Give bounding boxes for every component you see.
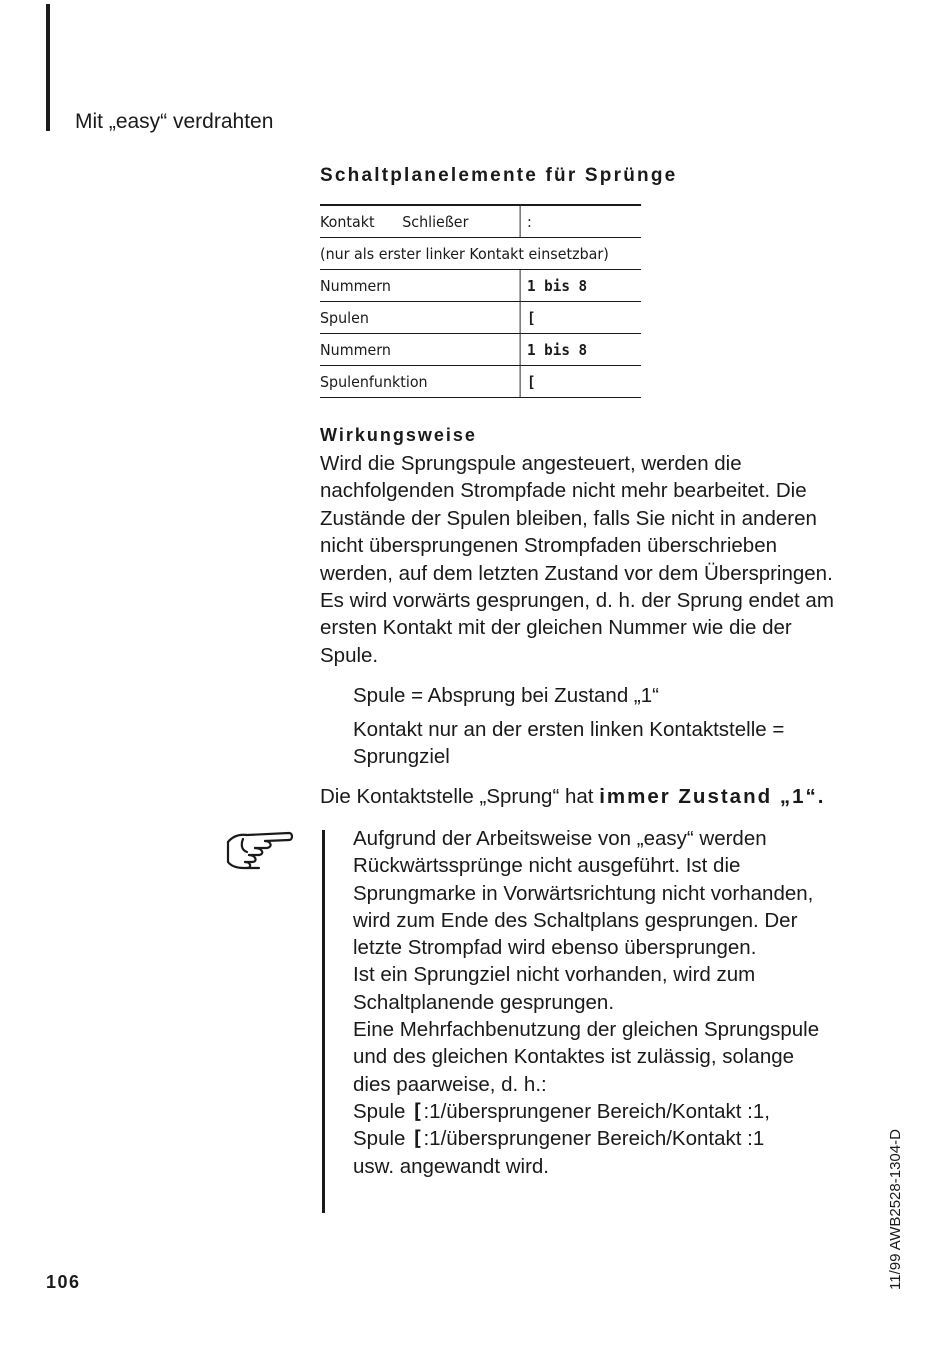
elements-table <box>320 204 641 398</box>
table-row <box>320 302 641 334</box>
number-range: 1 bis 8 <box>520 334 641 366</box>
page-number: 106 <box>46 1272 81 1292</box>
document-code: 11/99 AWB2528-1304-D <box>887 1129 904 1290</box>
note-example-line-1 <box>353 1098 823 1125</box>
spulenfunktion-label: Spulenfunktion <box>320 366 520 398</box>
section-title: Schaltplanelemente für Sprünge <box>320 165 678 186</box>
wirkungsweise-heading: Wirkungsweise <box>320 425 477 445</box>
table-cell-label <box>320 205 520 238</box>
coil-symbol: [ <box>411 1098 424 1123</box>
coil-symbol: [ <box>520 302 641 334</box>
spulen-label: Spulen <box>320 302 520 334</box>
example-suffix: :1/übersprungener Bereich/Kontakt :1, <box>423 1099 770 1123</box>
contact-symbol: : <box>520 205 641 238</box>
example-prefix: Spule <box>353 1127 412 1151</box>
table-row <box>320 205 641 238</box>
margin-bar <box>46 4 50 131</box>
note-paragraph-1: Aufgrund der Arbeitsweise von „easy“ werden Rückwärtssprünge nicht ausgeführt. Ist die Sprungmarke in Vorwärtsrichtung nicht vorhanden, wird zum Ende des Schaltplans gesprungen. Der letzte Strompfad wird ebenso übersprungen. <box>353 827 814 960</box>
wirkungsweise-text: Wird die Sprungspule angesteuert, werden die nachfolgenden Strompfade nicht mehr bearbeitet. Die Zustände der Spulen bleiben, falls Sie nicht in anderen nicht übersprungenen Strompfaden überschrieben werden, auf dem letzten Zustand vor dem Überspringen. Es wird vorwärts gesprungen, d. h. der Sprung endet am ersten Kontakt mit der gleichen Nummer wie die der Spule. <box>320 452 834 667</box>
example-suffix: :1/übersprungener Bereich/Kontakt :1 <box>423 1127 765 1151</box>
contact-note: (nur als erster linker Kontakt einsetzbar) <box>320 238 641 270</box>
table-row <box>320 270 641 302</box>
note-example-line-3: usw. angewandt wird. <box>353 1154 550 1178</box>
example-prefix: Spule <box>353 1099 412 1123</box>
note-block <box>353 825 823 1180</box>
note-example-line-2 <box>353 1125 823 1152</box>
rule-contact: Kontakt nur an der ersten linken Kontaktstelle = Sprungziel <box>353 718 785 768</box>
statement-bold: immer Zustand „1“. <box>599 785 826 808</box>
page-header: Mit „easy“ verdrahten <box>75 110 274 133</box>
statement-prefix: Die Kontaktstelle „Sprung“ hat <box>320 785 600 808</box>
coil-function-symbol: [ <box>520 366 641 398</box>
nummern-label: Nummern <box>320 270 520 302</box>
kontakt-label: Kontakt <box>320 212 375 231</box>
coil-symbol: [ <box>411 1126 424 1151</box>
pointing-hand-icon <box>225 828 295 872</box>
schliesser-label: Schließer <box>402 212 469 231</box>
table-row <box>320 366 641 398</box>
rule-coil: Spule = Absprung bei Zustand „1“ <box>353 684 659 707</box>
note-paragraph-2: Ist ein Sprungziel nicht vorhanden, wird zum Schaltplanende gesprungen. <box>353 963 756 1014</box>
note-bar <box>322 830 325 1213</box>
wirkungsweise-paragraph <box>320 450 840 669</box>
note-paragraph-3: Eine Mehrfachbenutzung der gleichen Sprungspule und des gleichen Kontaktes ist zulässig, solange dies paarweise, d. h.: <box>353 1018 820 1096</box>
table-row <box>320 334 641 366</box>
table-row <box>320 238 641 270</box>
nummern-label: Nummern <box>320 334 520 366</box>
number-range: 1 bis 8 <box>520 270 641 302</box>
statement <box>320 785 825 809</box>
